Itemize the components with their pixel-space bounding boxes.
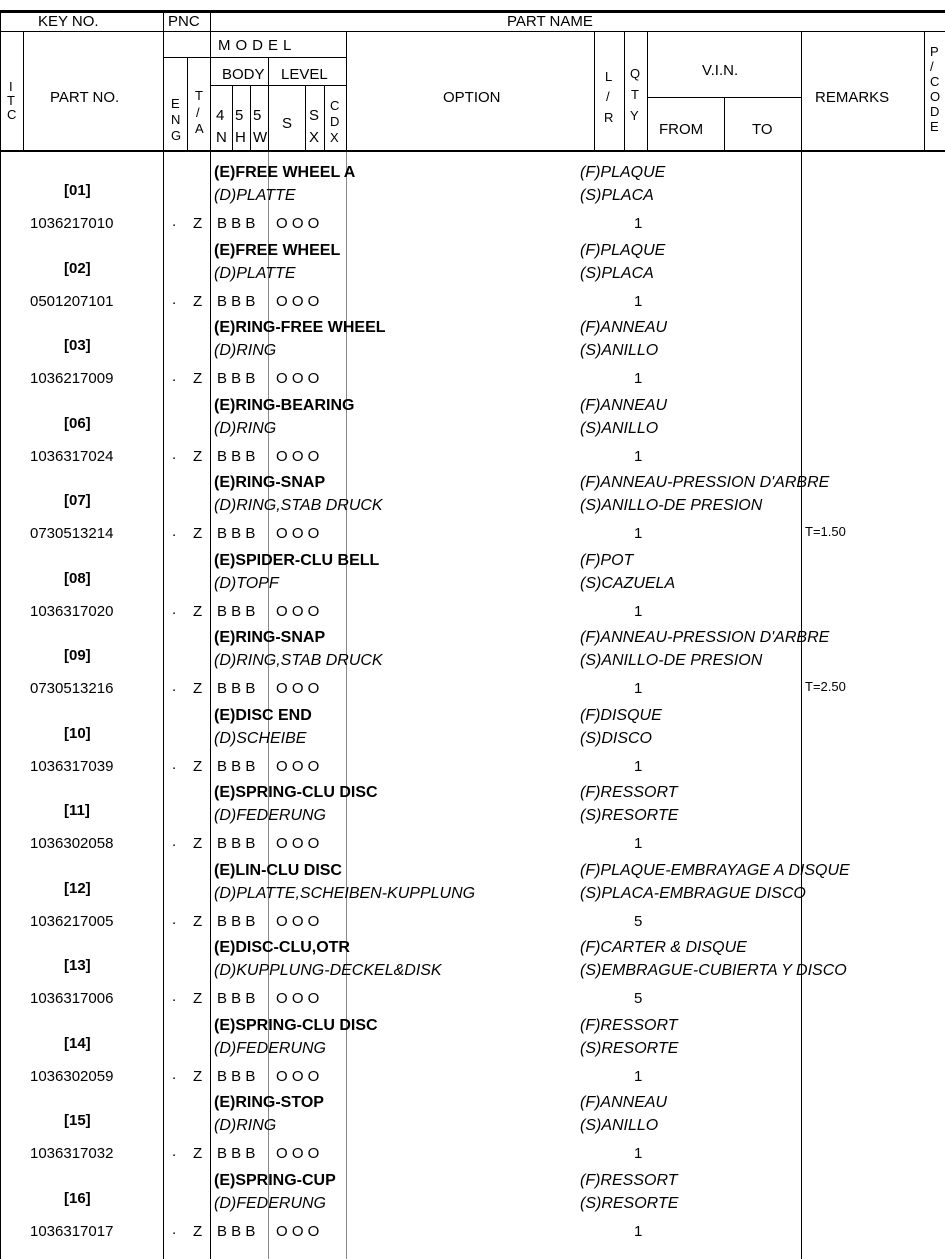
quantity: 5 — [634, 913, 643, 930]
qty-header-y: Y — [630, 108, 639, 123]
body-applicability: B B B — [217, 680, 256, 697]
option-french: (F)ANNEAU — [580, 1094, 668, 1111]
level-applicability: O O O — [276, 603, 320, 620]
quantity: 1 — [634, 293, 643, 310]
quantity: 1 — [634, 835, 643, 852]
level-applicability: O O O — [276, 1068, 320, 1085]
ta-code: Z — [193, 1223, 203, 1240]
body-applicability: B B B — [217, 603, 256, 620]
option-german: (D)RING — [214, 420, 277, 437]
option-english: (E)SPRING-CUP — [214, 1172, 336, 1189]
option-english: (E)FREE WHEEL — [214, 242, 341, 259]
level-applicability: O O O — [276, 370, 320, 387]
col-line-option — [346, 31, 347, 152]
level-applicability: O O O — [276, 215, 320, 232]
eng-header-e: E — [171, 96, 180, 111]
option-french: (F)PLAQUE — [580, 242, 666, 259]
itc-header-c: C — [7, 107, 17, 122]
pcode-letter-d: D — [930, 104, 940, 119]
ta-code: Z — [193, 758, 203, 775]
key-number: [01] — [64, 182, 91, 199]
eng-code: . — [172, 523, 177, 540]
option-spanish: (S)EMBRAGUE-CUBIERTA Y DISCO — [580, 962, 847, 979]
part-number: 1036217010 — [30, 215, 114, 232]
body-col-5w: 5W — [253, 107, 268, 146]
ta-header-a: A — [195, 121, 204, 136]
qty-header-t: T — [631, 87, 639, 102]
option-english: (E)RING-STOP — [214, 1094, 324, 1111]
option-english: (E)DISC END — [214, 707, 312, 724]
part-number: 1036317020 — [30, 603, 114, 620]
option-german: (D)KUPPLUNG-DECKEL&DISK — [214, 962, 442, 979]
ta-code: Z — [193, 990, 203, 1007]
part-number: 1036302058 — [30, 835, 114, 852]
col-line-itc — [23, 31, 24, 152]
option-french: (F)RESSORT — [580, 784, 678, 801]
level-applicability: O O O — [276, 758, 320, 775]
quantity: 1 — [634, 680, 643, 697]
option-german: (D)TOPF — [214, 575, 279, 592]
option-english: (E)LIN-CLU DISC — [214, 862, 342, 879]
key-number: [14] — [64, 1035, 91, 1052]
part-number: 0501207101 — [30, 293, 114, 310]
body-applicability: B B B — [217, 448, 256, 465]
key-number: [02] — [64, 260, 91, 277]
col-line-pnc — [163, 10, 164, 1259]
body-header: BODY — [222, 66, 265, 83]
qty-header-q: Q — [630, 66, 641, 81]
body-applicability: B B B — [217, 1068, 256, 1085]
model-header: MODEL — [218, 37, 297, 54]
option-english: (E)SPIDER-CLU BELL — [214, 552, 380, 569]
option-french: (F)ANNEAU — [580, 319, 668, 336]
part-number: 1036317017 — [30, 1223, 114, 1240]
option-english: (E)FREE WHEEL A — [214, 164, 356, 181]
option-german: (D)SCHEIBE — [214, 730, 307, 747]
lr-header-r: R — [604, 110, 614, 125]
key-no-header: KEY NO. — [38, 13, 99, 30]
eng-code: . — [172, 1143, 177, 1160]
col-line-s — [305, 85, 306, 152]
eng-code: . — [172, 1221, 177, 1238]
header-row1-divider — [0, 31, 945, 32]
option-german: (D)PLATTE,SCHEIBEN-KUPPLUNG — [214, 885, 476, 902]
option-english: (E)RING-SNAP — [214, 474, 326, 491]
col-line-4n — [232, 85, 233, 152]
option-english: (E)SPRING-CLU DISC — [214, 1017, 378, 1034]
option-spanish: (S)ANILLO — [580, 1117, 659, 1134]
level-col-cdx: CDX — [330, 98, 340, 145]
col-line-eng — [187, 57, 188, 152]
ta-header-t: T — [195, 88, 203, 103]
option-header: OPTION — [443, 89, 501, 106]
option-spanish: (S)CAZUELA — [580, 575, 676, 592]
key-number: [06] — [64, 415, 91, 432]
option-spanish: (S)RESORTE — [580, 807, 679, 824]
body-level-divider — [210, 85, 347, 86]
part-number: 0730513216 — [30, 680, 114, 697]
part-number: 1036317024 — [30, 448, 114, 465]
option-french: (F)ANNEAU — [580, 397, 668, 414]
option-spanish: (S)ANILLO-DE PRESION — [580, 652, 763, 669]
quantity: 1 — [634, 370, 643, 387]
eng-code: . — [172, 911, 177, 928]
option-spanish: (S)ANILLO-DE PRESION — [580, 497, 763, 514]
level-applicability: O O O — [276, 835, 320, 852]
level-header: LEVEL — [281, 66, 328, 83]
part-name-header: PART NAME — [507, 13, 593, 30]
col-line-pcode — [924, 31, 925, 152]
eng-code: . — [172, 213, 177, 230]
option-german: (D)RING,STAB DRUCK — [214, 497, 383, 514]
header-bottom-border — [0, 150, 945, 152]
quantity: 1 — [634, 525, 643, 542]
ta-code: Z — [193, 370, 203, 387]
ta-code: Z — [193, 1145, 203, 1162]
key-number: [09] — [64, 647, 91, 664]
option-french: (F)POT — [580, 552, 634, 569]
col-line-left — [0, 10, 1, 1259]
level-applicability: O O O — [276, 1145, 320, 1162]
eng-code: . — [172, 446, 177, 463]
remarks-header: REMARKS — [815, 89, 890, 106]
option-spanish: (S)RESORTE — [580, 1040, 679, 1057]
header-top-border — [0, 10, 945, 13]
option-english: (E)RING-SNAP — [214, 629, 326, 646]
key-number: [15] — [64, 1112, 91, 1129]
quantity: 1 — [634, 448, 643, 465]
remarks: T=1.50 — [805, 524, 846, 539]
lr-header-l: L — [605, 69, 613, 84]
ta-code: Z — [193, 1068, 203, 1085]
col-line-5h — [250, 85, 251, 152]
remarks: T=2.50 — [805, 679, 846, 694]
quantity: 1 — [634, 1068, 643, 1085]
option-french: (F)DISQUE — [580, 707, 662, 724]
level-applicability: O O O — [276, 990, 320, 1007]
option-german: (D)FEDERUNG — [214, 1040, 326, 1057]
body-applicability: B B B — [217, 835, 256, 852]
col-line-vin-mid — [724, 97, 725, 152]
level-applicability: O O O — [276, 448, 320, 465]
col-line-lr — [594, 31, 595, 152]
eng-code: . — [172, 833, 177, 850]
body-applicability: B B B — [217, 1145, 256, 1162]
col-line-qty — [624, 31, 625, 152]
vin-from-header: FROM — [659, 121, 704, 138]
body-applicability: B B B — [217, 990, 256, 1007]
level-col-sx: SX — [309, 107, 320, 146]
quantity: 1 — [634, 215, 643, 232]
option-spanish: (S)DISCO — [580, 730, 652, 747]
option-french: (F)PLAQUE — [580, 164, 666, 181]
ta-code: Z — [193, 835, 203, 852]
part-number: 1036217009 — [30, 370, 114, 387]
option-french: (F)ANNEAU-PRESSION D'ARBRE — [580, 474, 830, 491]
key-number: [13] — [64, 957, 91, 974]
option-german: (D)RING — [214, 1117, 277, 1134]
part-no-header: PART NO. — [50, 89, 120, 106]
lr-header-slash: / — [606, 89, 610, 104]
ta-header-slash: / — [196, 105, 200, 120]
option-german: (D)FEDERUNG — [214, 807, 326, 824]
col-line-vin — [647, 31, 648, 152]
level-applicability: O O O — [276, 913, 320, 930]
key-number: [08] — [64, 570, 91, 587]
part-number: 1036317006 — [30, 990, 114, 1007]
quantity: 1 — [634, 603, 643, 620]
option-german: (D)RING,STAB DRUCK — [214, 652, 383, 669]
part-number: 0730513214 — [30, 525, 114, 542]
body-applicability: B B B — [217, 525, 256, 542]
ta-code: Z — [193, 215, 203, 232]
pcode-letter-o: O — [930, 89, 941, 104]
quantity: 1 — [634, 758, 643, 775]
option-french: (F)RESSORT — [580, 1172, 678, 1189]
option-spanish: (S)RESORTE — [580, 1195, 679, 1212]
level-applicability: O O O — [276, 293, 320, 310]
pnc-header: PNC — [168, 13, 200, 30]
option-spanish: (S)ANILLO — [580, 342, 659, 359]
eng-code: . — [172, 368, 177, 385]
option-french: (F)CARTER & DISQUE — [580, 939, 747, 956]
level-col-s: S — [282, 115, 293, 132]
vin-header: V.I.N. — [702, 62, 739, 79]
model-divider — [163, 57, 347, 58]
key-number: [03] — [64, 337, 91, 354]
col-line-sx — [324, 85, 325, 152]
eng-code: . — [172, 1066, 177, 1083]
option-french: (F)ANNEAU-PRESSION D'ARBRE — [580, 629, 830, 646]
option-french: (F)RESSORT — [580, 1017, 678, 1034]
option-spanish: (S)ANILLO — [580, 420, 659, 437]
option-french: (F)PLAQUE-EMBRAYAGE A DISQUE — [580, 862, 850, 879]
body-applicability: B B B — [217, 293, 256, 310]
quantity: 1 — [634, 1145, 643, 1162]
body-applicability: B B B — [217, 1223, 256, 1240]
option-german: (D)FEDERUNG — [214, 1195, 326, 1212]
option-english: (E)DISC-CLU,OTR — [214, 939, 350, 956]
pcode-header — [930, 44, 940, 134]
part-number: 1036317032 — [30, 1145, 114, 1162]
option-english: (E)RING-FREE WHEEL — [214, 319, 386, 336]
itc-header-t: T — [7, 93, 15, 108]
ta-code: Z — [193, 913, 203, 930]
vin-to-header: TO — [752, 121, 773, 138]
option-spanish: (S)PLACA — [580, 265, 654, 282]
itc-header-i: I — [9, 79, 13, 94]
level-applicability: O O O — [276, 1223, 320, 1240]
level-applicability: O O O — [276, 525, 320, 542]
level-applicability: O O O — [276, 680, 320, 697]
eng-header-n: N — [171, 112, 181, 127]
ta-code: Z — [193, 603, 203, 620]
option-german: (D)PLATTE — [214, 187, 296, 204]
pcode-letter-e: E — [930, 119, 939, 134]
part-number: 1036302059 — [30, 1068, 114, 1085]
option-spanish: (S)PLACA-EMBRAGUE DISCO — [580, 885, 806, 902]
option-english: (E)SPRING-CLU DISC — [214, 784, 378, 801]
pcode-letter-p: P — [930, 44, 939, 59]
eng-code: . — [172, 601, 177, 618]
pcode-letter-slash: / — [930, 59, 934, 74]
option-english: (E)RING-BEARING — [214, 397, 355, 414]
body-applicability: B B B — [217, 370, 256, 387]
ta-code: Z — [193, 293, 203, 310]
option-german: (D)RING — [214, 342, 277, 359]
quantity: 5 — [634, 990, 643, 1007]
ta-code: Z — [193, 680, 203, 697]
eng-code: . — [172, 756, 177, 773]
col-line-body — [210, 10, 211, 1259]
quantity: 1 — [634, 1223, 643, 1240]
eng-code: . — [172, 291, 177, 308]
eng-code: . — [172, 678, 177, 695]
option-german: (D)PLATTE — [214, 265, 296, 282]
key-number: [16] — [64, 1190, 91, 1207]
body-applicability: B B B — [217, 913, 256, 930]
key-number: [10] — [64, 725, 91, 742]
body-applicability: B B B — [217, 215, 256, 232]
ta-code: Z — [193, 448, 203, 465]
key-number: [11] — [64, 802, 90, 819]
eng-code: . — [172, 988, 177, 1005]
body-applicability: B B B — [217, 758, 256, 775]
ta-code: Z — [193, 525, 203, 542]
part-number: 1036217005 — [30, 913, 114, 930]
eng-header-g: G — [171, 128, 182, 143]
option-spanish: (S)PLACA — [580, 187, 654, 204]
pcode-letter-c: C — [930, 74, 940, 89]
key-number: [12] — [64, 880, 91, 897]
col-line-level — [268, 57, 269, 152]
body-col-4n: 4N — [216, 107, 227, 146]
part-number: 1036317039 — [30, 758, 114, 775]
body-col-5h: 5H — [235, 107, 246, 146]
key-number: [07] — [64, 492, 91, 509]
